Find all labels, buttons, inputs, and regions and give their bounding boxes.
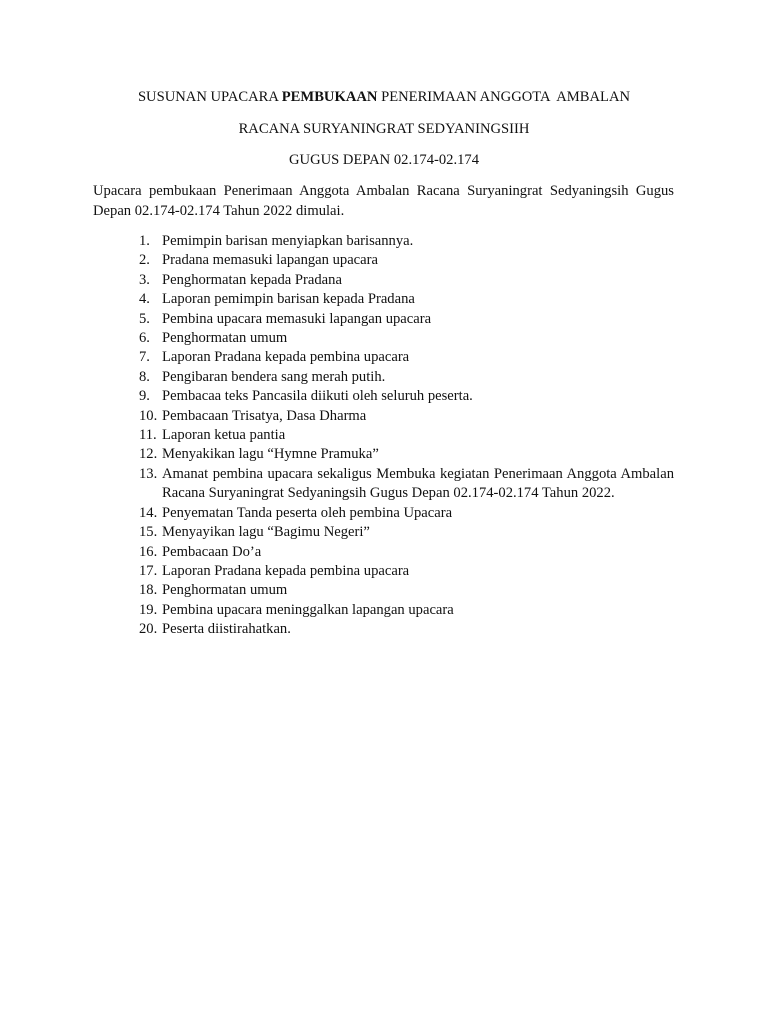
list-item-text: Pembina upacara meninggalkan lapangan upacara (162, 601, 454, 618)
list-item-text: Laporan Pradana kepada pembina upacara (162, 562, 410, 579)
list-item-number-cell (93, 504, 162, 523)
list-item-number-cell (93, 581, 162, 600)
list-item-number: 6. (139, 330, 150, 347)
title-line-1 (0, 88, 768, 106)
list-item (93, 348, 674, 367)
list-item-number-cell (93, 620, 162, 639)
list-item-number: 5. (139, 310, 150, 327)
list-item-number: 2. (139, 252, 150, 269)
list-item-number: 1. (139, 233, 150, 249)
list-item-number: 17. (139, 562, 158, 579)
list-item-text: Pembacaan Trisatya, Dasa Dharma (162, 407, 367, 424)
list-item-number-cell (93, 523, 162, 542)
list-item-text: Menyayikan lagu “Bagimu Negeri” (162, 524, 370, 541)
title-line-3: GUGUS DEPAN 02.174-02.174 (288, 152, 479, 168)
list-item-number: 18. (139, 582, 158, 599)
agenda-list (93, 232, 674, 640)
title-line-2: RACANA SURYANINGRAT SEDYANINGSIIH (238, 121, 530, 137)
list-item-number-cell (93, 387, 162, 406)
list-item-text: Laporan pemimpin barisan kepada Pradana (162, 291, 415, 308)
list-item-number-cell (93, 426, 162, 445)
title-line-1-post: PENERIMAAN ANGGOTA AMBALAN (377, 89, 631, 105)
list-item-text: Penyematan Tanda peserta oleh pembina Upacara (162, 504, 453, 521)
list-item-text: Menyakikan lagu “Hymne Pramuka” (162, 446, 379, 463)
list-item-number: 16. (139, 543, 158, 560)
list-item-number: 9. (139, 388, 150, 405)
list-item (93, 232, 674, 251)
title-line-1-bold: PEMBUKAAN (281, 89, 378, 105)
list-item-text: Pemimpin barisan menyiapkan barisannya. (162, 233, 414, 249)
list-item (93, 523, 674, 542)
list-item-number: 15. (139, 524, 158, 541)
list-item-number: 4. (139, 291, 150, 308)
list-item-number-cell (93, 329, 162, 348)
list-item-number: 12. (139, 446, 158, 463)
list-item (93, 581, 674, 600)
list-item-text: Pembina upacara memasuki lapangan upacara (162, 310, 432, 327)
list-item (93, 601, 674, 620)
list-item (93, 620, 674, 639)
list-item-number-cell (93, 601, 162, 620)
list-item-number: 8. (139, 368, 150, 385)
list-item-number-cell (93, 232, 162, 251)
list-item-number: 3. (139, 271, 150, 288)
list-item-text: Pembacaan Do’a (162, 543, 262, 560)
list-item-number: 19. (139, 601, 158, 618)
list-item (93, 407, 674, 426)
list-item-number-cell (93, 368, 162, 387)
list-item (93, 562, 674, 581)
list-item-text: Peserta diistirahatkan. (162, 621, 291, 638)
list-item-number: 10. (139, 407, 158, 424)
list-item (93, 329, 674, 348)
list-item-number-cell (93, 562, 162, 581)
list-item-number: 13. (139, 465, 158, 482)
list-item-number-cell (93, 290, 162, 309)
list-item (93, 310, 674, 329)
list-item-number: 11. (139, 427, 157, 444)
list-item-text: Laporan Pradana kepada pembina upacara (162, 349, 410, 366)
intro-paragraph: Upacara pembukaan Penerimaan Anggota Ambalan Racana Suryaningrat Sedyaningsih Gugus Depan 02.174-02.174 Tahun 2022 dimulai. (93, 183, 674, 219)
list-item-number-cell (93, 310, 162, 329)
list-item-number-cell (93, 465, 162, 504)
list-item-text: Amanat pembina upacara sekaligus Membuka kegiatan Penerimaan Anggota Ambalan Racana Suryaningrat Sedyaningsih Gugus Depan 02.174-02.174 Tahun 2022. (162, 465, 674, 502)
list-item-number-cell (93, 543, 162, 562)
list-item-text: Penghormatan umum (162, 582, 288, 599)
list-item-number-cell (93, 251, 162, 270)
list-item-number: 20. (139, 621, 158, 638)
list-item (93, 387, 674, 406)
list-item-number: 7. (139, 349, 150, 366)
list-item-number-cell (93, 271, 162, 290)
list-item (93, 368, 674, 387)
list-item-text: Laporan ketua pantia (162, 427, 286, 444)
list-item (93, 271, 674, 290)
list-item-text: Penghormatan kepada Pradana (162, 271, 342, 288)
list-item-number-cell (93, 407, 162, 426)
list-item-text: Pengibaran bendera sang merah putih. (162, 368, 386, 385)
list-item (93, 290, 674, 309)
list-item-text: Pradana memasuki lapangan upacara (162, 252, 378, 269)
list-item-text: Penghormatan umum (162, 330, 288, 347)
list-item (93, 504, 674, 523)
list-item-number-cell (93, 445, 162, 464)
list-item-number-cell (93, 348, 162, 367)
list-item-number: 14. (139, 504, 158, 521)
list-item (93, 465, 674, 504)
list-item (93, 251, 674, 270)
list-item (93, 543, 674, 562)
list-item-text: Pembacaa teks Pancasila diikuti oleh seluruh peserta. (162, 388, 473, 405)
list-item (93, 426, 674, 445)
list-item (93, 445, 674, 464)
title-line-1-pre: SUSUNAN UPACARA (137, 89, 282, 105)
